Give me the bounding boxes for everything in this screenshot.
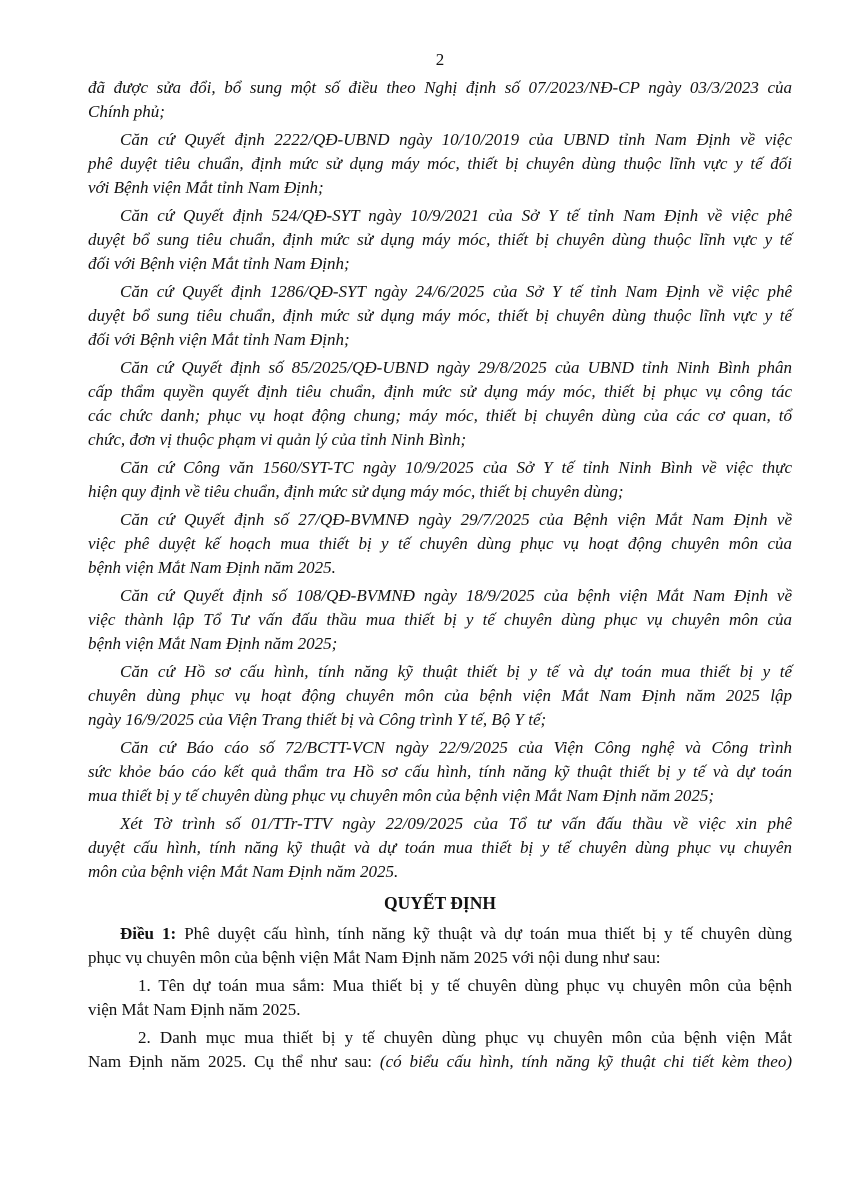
article-1-text-cont: phục vụ chuyên môn của bệnh viện Mắt Nam Định năm 2025 với nội dung như sau:: [88, 948, 661, 967]
recital-paragraph: [88, 736, 792, 808]
recital-line: việc phê duyệt kế hoạch mua thiết bị y tế chuyên dùng phục vụ hoạt động chuyên môn của: [88, 534, 792, 553]
item-1-line: 1. Tên dự toán mua sắm: Mua thiết bị y tế chuyên dùng phục vụ chuyên môn của bệnh: [138, 976, 792, 995]
recital-line: duyệt bổ sung tiêu chuẩn, định mức sử dụng máy móc, thiết bị chuyên dùng thuộc lĩnh vực y tế: [88, 230, 792, 249]
recital-paragraph: [88, 76, 792, 124]
decision-heading: QUYẾT ĐỊNH: [384, 893, 496, 913]
item-1: [88, 974, 792, 1022]
recital-paragraph: [88, 660, 792, 732]
recital-line: Căn cứ Quyết định 1286/QĐ-SYT ngày 24/6/2025 của Sở Y tế tỉnh Nam Định về việc phê: [120, 282, 792, 301]
recital-paragraph: [88, 280, 792, 352]
item-1-line: viện Mắt Nam Định năm 2025.: [88, 1000, 301, 1019]
recital-line: đối với Bệnh viện Mắt tỉnh Nam Định;: [88, 330, 350, 349]
recital-line: sức khỏe báo cáo kết quả thẩm tra Hồ sơ cấu hình, tính năng kỹ thuật thiết bị y tế và dự toán: [88, 762, 792, 781]
recital-paragraph: [88, 812, 792, 884]
item-2: [88, 1026, 792, 1074]
item-2-text: Nam Định năm 2025. Cụ thể như sau:: [88, 1052, 380, 1071]
item-2-note: (có biểu cấu hình, tính năng kỹ thuật chi tiết kèm theo): [379, 1052, 792, 1071]
recital-paragraph: [88, 584, 792, 656]
item-2-line: [88, 1050, 792, 1074]
recital-line: các chức danh; phục vụ hoạt động chung; máy móc, thiết bị chuyên dùng của các cơ quan, tổ: [88, 406, 792, 425]
recitals: [88, 76, 792, 884]
recital-line: chuyên dùng phục vụ hoạt động chuyên môn của bệnh viện Mắt Nam Định năm 2025 lập: [88, 686, 792, 705]
recital-line: Căn cứ Quyết định 2222/QĐ-UBND ngày 10/10/2019 của UBND tỉnh Nam Định về việc: [120, 130, 792, 149]
recital-line: Căn cứ Báo cáo số 72/BCTT-VCN ngày 22/9/2025 của Viện Công nghệ và Công trình: [120, 738, 792, 757]
recital-line: Căn cứ Quyết định 524/QĐ-SYT ngày 10/9/2021 của Sở Y tế tỉnh Nam Định về việc phê: [120, 206, 792, 225]
recital-line: hiện quy định về tiêu chuẩn, định mức sử dụng máy móc, thiết bị chuyên dùng;: [88, 482, 624, 501]
recital-line: duyệt cấu hình, tính năng kỹ thuật và dự toán mua thiết bị y tế chuyên dùng phục vụ chuyên: [88, 838, 792, 857]
recital-line: việc thành lập Tổ Tư vấn đấu thầu mua thiết bị y tế chuyên dùng phục vụ chuyên môn của: [88, 610, 792, 629]
recital-line: Xét Tờ trình số 01/TTr-TTV ngày 22/09/2025 của Tổ tư vấn đấu thầu về việc xin phê: [120, 814, 792, 833]
recital-line: duyệt bổ sung tiêu chuẩn, định mức sử dụng máy móc, thiết bị chuyên dùng thuộc lĩnh vực y tế: [88, 306, 792, 325]
article-1-text: Phê duyệt cấu hình, tính năng kỹ thuật và dự toán mua thiết bị y tế chuyên dùng: [176, 924, 792, 943]
recital-paragraph: [88, 128, 792, 200]
recital-line: Chính phủ;: [88, 102, 165, 121]
recital-line: bệnh viện Mắt Nam Định năm 2025.: [88, 558, 336, 577]
recital-line: môn của bệnh viện Mắt Nam Định năm 2025.: [88, 862, 399, 881]
recital-line: chức, đơn vị thuộc phạm vi quản lý của tỉnh Ninh Bình;: [88, 430, 467, 449]
recital-line: bệnh viện Mắt Nam Định năm 2025;: [88, 634, 338, 653]
recital-line: đối với Bệnh viện Mắt tỉnh Nam Định;: [88, 254, 350, 273]
article-1-label: Điều 1:: [120, 924, 177, 943]
article-1: [88, 922, 792, 970]
recital-line: Căn cứ Quyết định số 108/QĐ-BVMNĐ ngày 18/9/2025 của bệnh viện Mắt Nam Định về: [120, 586, 792, 605]
recital-paragraph: [88, 204, 792, 276]
recital-line: mua thiết bị y tế chuyên dùng phục vụ chuyên môn của bệnh viện Mắt Nam Định năm 2025;: [88, 786, 715, 805]
recital-line: đã được sửa đổi, bổ sung một số điều theo Nghị định số 07/2023/NĐ-CP ngày 03/3/2023 của: [88, 78, 792, 97]
recital-line: ngày 16/9/2025 của Viện Trang thiết bị và Công trình Y tế, Bộ Y tế;: [88, 710, 547, 729]
recital-line: phê duyệt tiêu chuẩn, định mức sử dụng máy móc, thiết bị chuyên dùng thuộc lĩnh vực y tế đối: [88, 154, 792, 173]
recital-line: Căn cứ Công văn 1560/SYT-TC ngày 10/9/2025 của Sở Y tế tỉnh Ninh Bình về việc thực: [120, 458, 792, 477]
recital-line: Căn cứ Quyết định số 85/2025/QĐ-UBND ngày 29/8/2025 của UBND tỉnh Ninh Bình phân: [120, 358, 792, 377]
recital-line: Căn cứ Quyết định số 27/QĐ-BVMNĐ ngày 29/7/2025 của Bệnh viện Mắt Nam Định về: [120, 510, 792, 529]
recital-paragraph: [88, 456, 792, 504]
recital-line: Căn cứ Hồ sơ cấu hình, tính năng kỹ thuật thiết bị y tế và dự toán mua thiết bị y tế: [120, 662, 792, 681]
recital-paragraph: [88, 508, 792, 580]
recital-line: với Bệnh viện Mắt tỉnh Nam Định;: [88, 178, 324, 197]
recital-paragraph: [88, 356, 792, 452]
document-body: [88, 76, 792, 1078]
item-2-line: 2. Danh mục mua thiết bị y tế chuyên dùng phục vụ chuyên môn của bệnh viện Mắt: [138, 1028, 792, 1047]
page-number: 2: [435, 50, 445, 69]
recital-line: cấp thẩm quyền quyết định tiêu chuẩn, định mức sử dụng máy móc, thiết bị phục vụ công tác: [88, 382, 792, 401]
